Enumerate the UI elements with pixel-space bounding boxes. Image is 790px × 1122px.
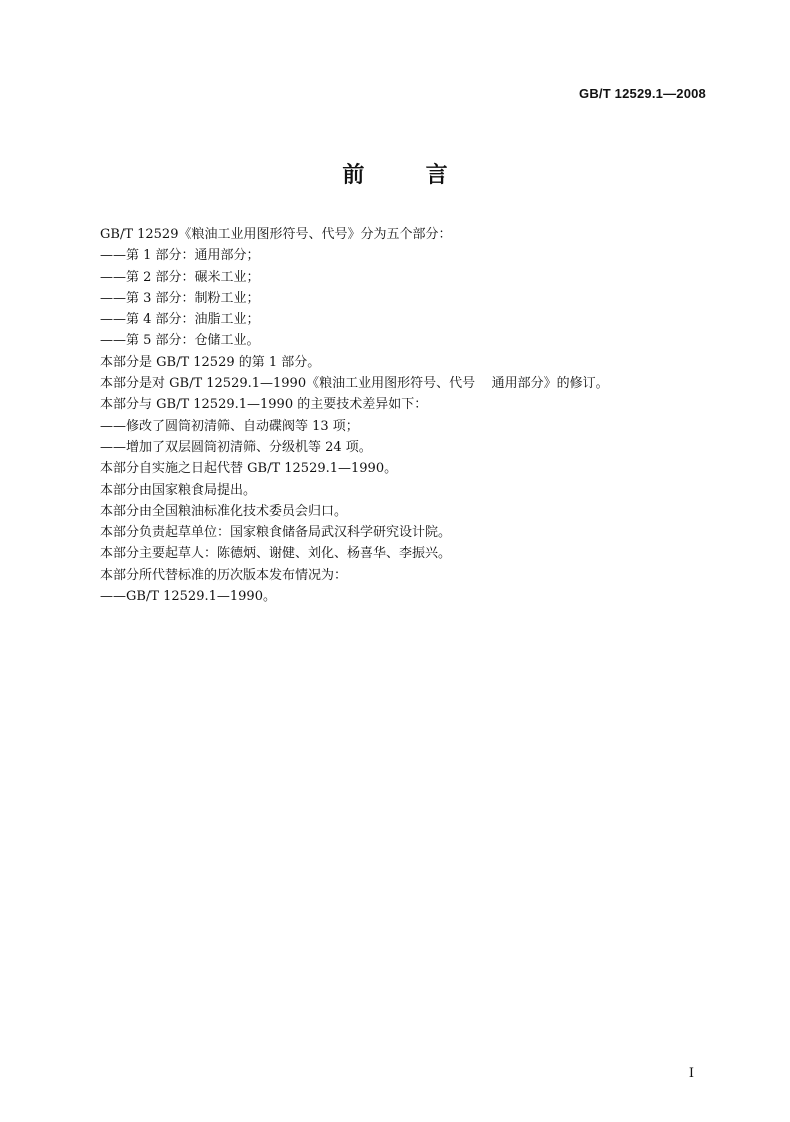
list-item: ——第 5 部分：仓储工业。	[100, 333, 260, 349]
text-line: 本部分主要起草人：陈德炳、谢健、刘化、杨喜华、李振兴。	[100, 546, 452, 562]
standard-number-header: GB/T 12529.1—2008	[579, 86, 706, 101]
foreword-body	[100, 224, 700, 607]
text-line: GB/T 12529《粮油工业用图形符号、代号》分为五个部分：	[100, 227, 452, 242]
list-item: ——第 3 部分：制粉工业；	[100, 290, 260, 306]
list-item: ——第 2 部分：碾米工业；	[100, 269, 260, 285]
text-line: 本部分是 GB/T 12529 的第 1 部分。	[100, 354, 321, 370]
page-number: I	[688, 1066, 694, 1081]
list-item: ——第 4 部分：油脂工业；	[100, 312, 260, 328]
page-title: 前 言	[342, 163, 448, 188]
list-item: ——增加了双层圆筒初清筛、分级机等 24 项。	[100, 439, 372, 455]
list-item: ——GB/T 12529.1—1990。	[100, 589, 276, 605]
text-line: 本部分自实施之日起代替 GB/T 12529.1—1990。	[100, 461, 398, 477]
text-line: 本部分由国家粮食局提出。	[100, 482, 257, 498]
text-line: 本部分是对 GB/T 12529.1—1990《粮油工业用图形符号、代号 通用部分》的修订。	[100, 376, 609, 392]
list-item: ——第 1 部分：通用部分；	[100, 248, 260, 264]
text-line: 本部分由全国粮油标准化技术委员会归口。	[100, 503, 348, 519]
text-line: 本部分所代替标准的历次版本发布情况为：	[100, 567, 348, 583]
text-line: 本部分与 GB/T 12529.1—1990 的主要技术差异如下：	[100, 397, 428, 413]
text-line: 本部分负责起草单位：国家粮食储备局武汉科学研究设计院。	[100, 525, 452, 541]
list-item: ——修改了圆筒初清筛、自动碟阀等 13 项；	[100, 418, 359, 434]
